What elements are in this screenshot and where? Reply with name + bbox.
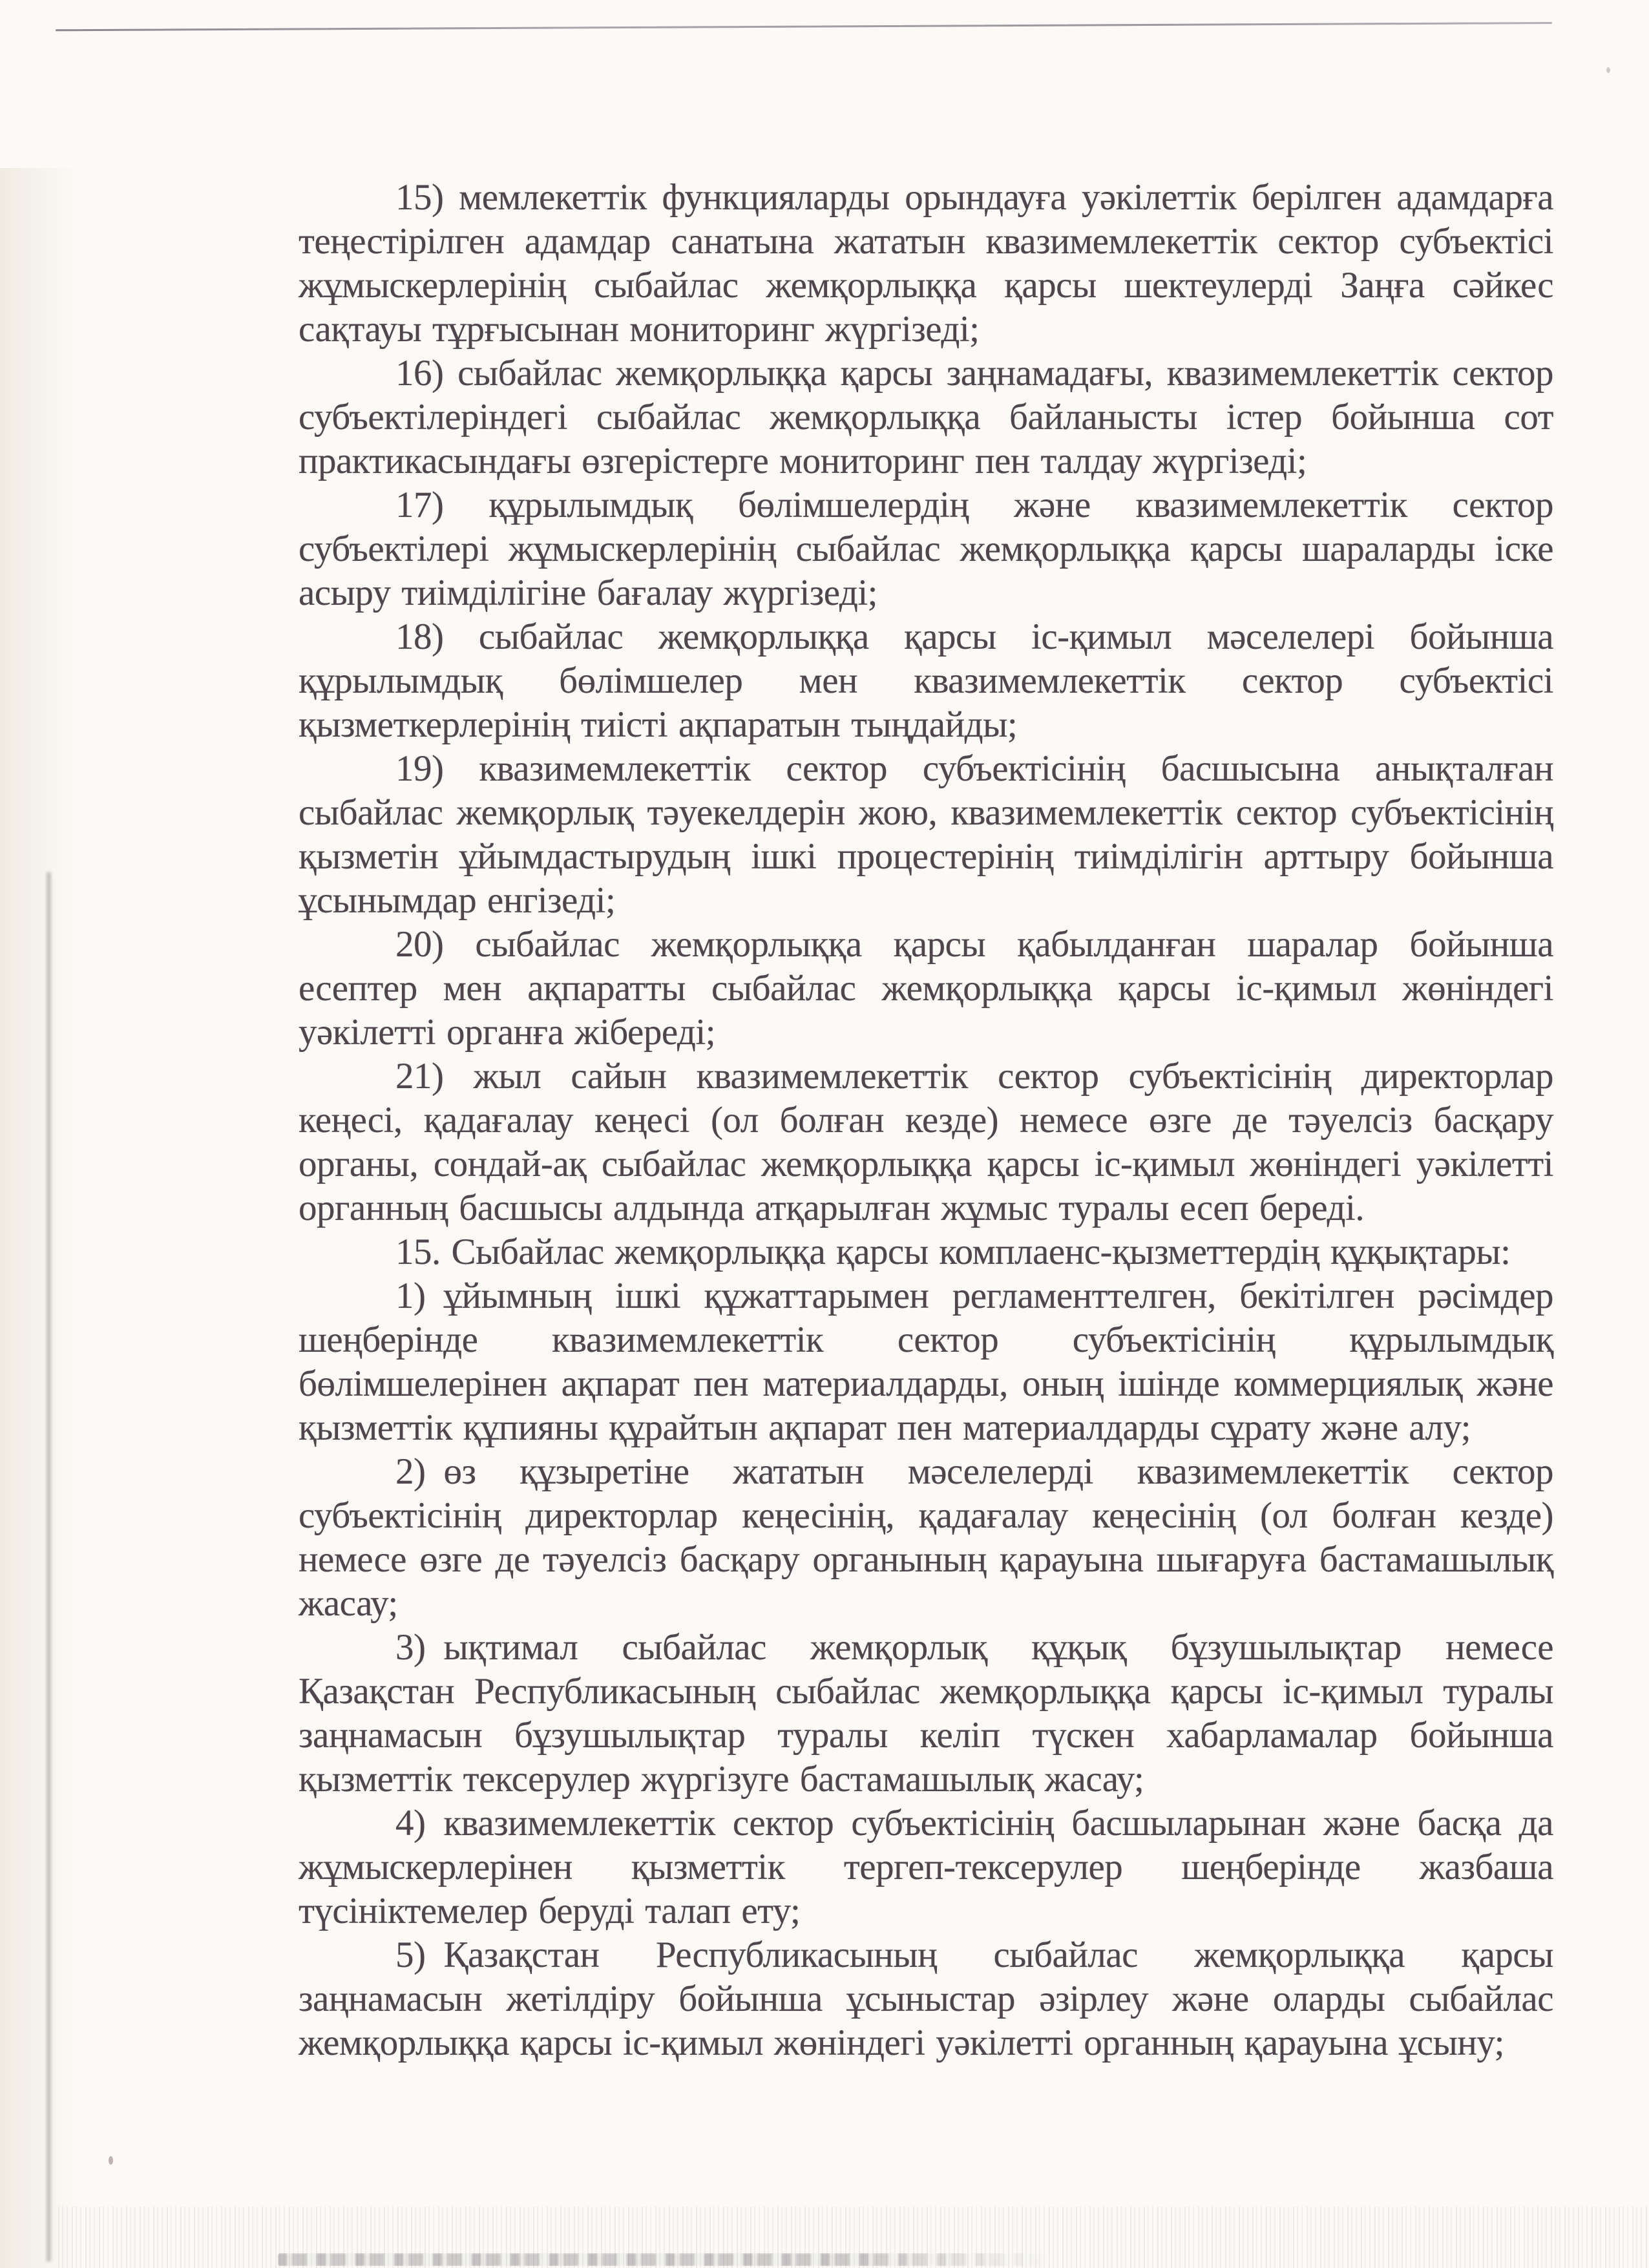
scan-bottom-streak — [278, 2253, 1053, 2266]
paragraph: 3) ықтимал сыбайлас жемқорлық құқық бұзушылықтар немесе Қазақстан Республикасының сыбайлас жемқорлыққа қарсы іс-қимыл туралы заңнамасын бұзушылықтар туралы келіп түскен хабарламалар бойынша қызметтік тексерулер жүргізуге бастамашылық жасау; — [299, 1627, 1553, 1800]
scan-left-edge-shade — [0, 168, 78, 2268]
paragraph: 4) квазимемлекеттік сектор субъектісінің басшыларынан және басқа да жұмыскерлерінен қызметтік тергеп-тексерулер шеңберінде жазбаша түсініктемелер беруді талап ету; — [299, 1803, 1553, 1931]
paragraph: 21) жыл сайын квазимемлекеттік сектор субъектісінің директорлар кеңесі, қадағалау кеңесі (ол болған кезде) немесе өзге де тәуелсіз басқару органы, сондай-ақ сыбайлас жемқорлыққа қарсы іс-қимыл жөніндегі уәкілетті органның басшысы алдында атқарылған жұмыс туралы есеп береді. — [299, 1056, 1553, 1228]
scan-top-edge-line — [56, 22, 1552, 31]
paragraph: 16) сыбайлас жемқорлыққа қарсы заңнамадағы, квазимемлекеттік сектор субъектілеріндегі сыбайлас жемқорлыққа байланысты істер бойынша сот практикасындағы өзгерістерге мониторинг пен талдау жүргізеді; — [299, 353, 1553, 481]
paragraph: 18) сыбайлас жемқорлыққа қарсы іс-қимыл мәселелері бойынша құрылымдық бөлімшелер мен квазимемлекеттік сектор субъектісі қызметкерлерінің тиісті ақпаратын тыңдайды; — [299, 616, 1553, 745]
paragraph: 2) өз құзыретіне жататын мәселелерді квазимемлекеттік сектор субъектісінің директорлар кеңесінің, қадағалау кеңесінің (ол болған кезде) немесе өзге де тәуелсіз басқару органының қарауына шығаруға бастамашылық жасау; — [299, 1451, 1553, 1624]
paragraph: 5) Қазақстан Республикасының сыбайлас жемқорлыққа қарсы заңнамасын жетілдіру бойынша ұсыныстар әзірлеу және оларды сыбайлас жемқорлыққа қарсы іс-қимыл жөніндегі уәкілетті органның қарауына ұсыну; — [299, 1935, 1553, 2063]
paragraph: 19) квазимемлекеттік сектор субъектісінің басшысына анықталған сыбайлас жемқорлық тәуекелдерін жою, квазимемлекеттік сектор субъектісінің қызметін ұйымдастырудың ішкі процестерінің тиімділігін арттыру бойынша ұсынымдар енгізеді; — [299, 748, 1553, 921]
scan-speck — [109, 2156, 113, 2165]
scan-left-edge-line — [47, 872, 51, 2262]
paragraph: 15. Сыбайлас жемқорлыққа қарсы комплаенс-қызметтердің құқықтары: — [395, 1232, 1511, 1272]
scan-speck — [1606, 67, 1610, 73]
paragraph: 20) сыбайлас жемқорлыққа қарсы қабылданған шаралар бойынша есептер мен ақпаратты сыбайлас жемқорлыққа қарсы іс-қимыл жөніндегі уәкілетті органға жібереді; — [299, 924, 1553, 1053]
document-body — [299, 176, 1553, 2065]
paragraph: 17) құрылымдық бөлімшелердің және квазимемлекеттік сектор субъектілері жұмыскерлерінің сыбайлас жемқорлыққа қарсы шараларды іске асыру тиімділігіне бағалау жүргізеді; — [299, 485, 1553, 613]
paragraph: 15) мемлекеттік функцияларды орындауға уәкілеттік берілген адамдарға теңестірілген адамдар санатына жататын квазимемлекеттік сектор субъектісі жұмыскерлерінің сыбайлас жемқорлыққа қарсы шектеулерді Заңға сәйкес сақтауы тұрғысынан мониторинг жүргізеді; — [299, 177, 1553, 350]
paragraph: 1) ұйымның ішкі құжаттарымен регламенттелген, бекітілген рәсімдер шеңберінде квазимемлекеттік сектор субъектісінің құрылымдық бөлімшелерінен ақпарат пен материалдарды, оның ішінде коммерциялық және қызметтік құпияны құрайтын ақпарат пен материалдарды сұрату және алу; — [299, 1276, 1553, 1448]
